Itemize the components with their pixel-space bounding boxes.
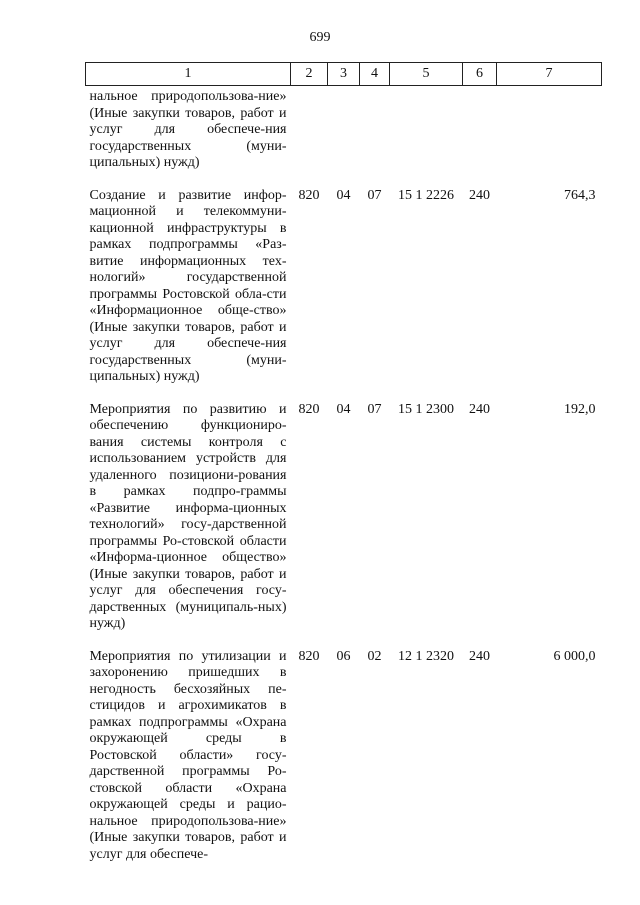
row-subsection	[360, 86, 390, 186]
row-name: Создание и развитие инфор-мационной и телекоммуни-кационной инфраструктуры в рамках подпрограммы «Раз-витие информационных тех-нологий» государственной программы Ростовской обла-сти «Информационное обще-ство» (Иные закупки товаров, работ и услуг для обеспече-ния государственных (муни-ципальных) нужд)	[89, 187, 287, 384]
column-header-expense-type: 6	[463, 63, 497, 86]
table-row	[86, 86, 602, 186]
row-section: 04	[336, 187, 351, 203]
row-target: 15 1 2300	[398, 401, 454, 417]
row-name: Мероприятия по развитию и обеспечению функциониро-вания системы контроля с использованием устройств для удаленного позициони-рования в рамках подпро-граммы «Развитие информа-ционных технологий» госу-дарственной программы Ро-стовской области «Информа-ционное общество» (Иные закупки товаров, работ и услуг для обеспечения госу-дарственных (муниципаль-ных) нужд)	[89, 401, 287, 631]
row-name: Мероприятия по утилизации и захоронению пришедших в негодность бесхозяйных пе-стицидов и агрохимикатов в рамках подпрограммы «Охрана окружающей среды в Ростовской области» госу-дарственной программы Ро-стовской области «Охрана окружающей среды и рацио-нальное природопользова-ние» (Иные закупки товаров, работ и услуг для обеспече-	[89, 648, 287, 862]
row-expense-type: 240	[469, 401, 490, 417]
row-subsection: 07	[367, 401, 382, 417]
row-admin: 820	[298, 401, 320, 417]
row-subsection: 02	[367, 648, 382, 664]
row-amount: 764,3	[564, 187, 596, 203]
column-header-admin: 2	[291, 63, 328, 86]
row-amount: 192,0	[564, 401, 596, 417]
table-row	[86, 186, 602, 400]
column-header-target: 5	[390, 63, 463, 86]
row-admin: 820	[298, 187, 320, 203]
row-expense-type	[463, 86, 497, 186]
row-target	[390, 86, 463, 186]
row-amount	[497, 86, 602, 186]
row-name: нальное природопользова-ние» (Иные закупки товаров, работ и услуг для обеспече-ния государственных (муни-ципальных) нужд)	[89, 89, 287, 170]
table-row	[86, 400, 602, 647]
column-header-subsection: 4	[360, 63, 390, 86]
row-target: 15 1 2226	[398, 187, 454, 203]
page-number: 699	[309, 30, 331, 45]
row-amount: 6 000,0	[553, 648, 596, 664]
row-section	[328, 86, 360, 186]
row-expense-type: 240	[469, 648, 490, 664]
row-expense-type: 240	[469, 187, 490, 203]
row-admin	[291, 86, 328, 186]
row-section: 06	[336, 648, 351, 664]
budget-table	[85, 62, 602, 863]
column-header-section: 3	[328, 63, 360, 86]
row-admin: 820	[298, 648, 320, 664]
column-header-amount: 7	[497, 63, 602, 86]
table-row	[86, 647, 602, 864]
table-header-row	[86, 63, 602, 86]
row-target: 12 1 2320	[398, 648, 454, 664]
column-header-name: 1	[86, 63, 291, 86]
row-section: 04	[336, 401, 351, 417]
row-subsection: 07	[367, 187, 382, 203]
